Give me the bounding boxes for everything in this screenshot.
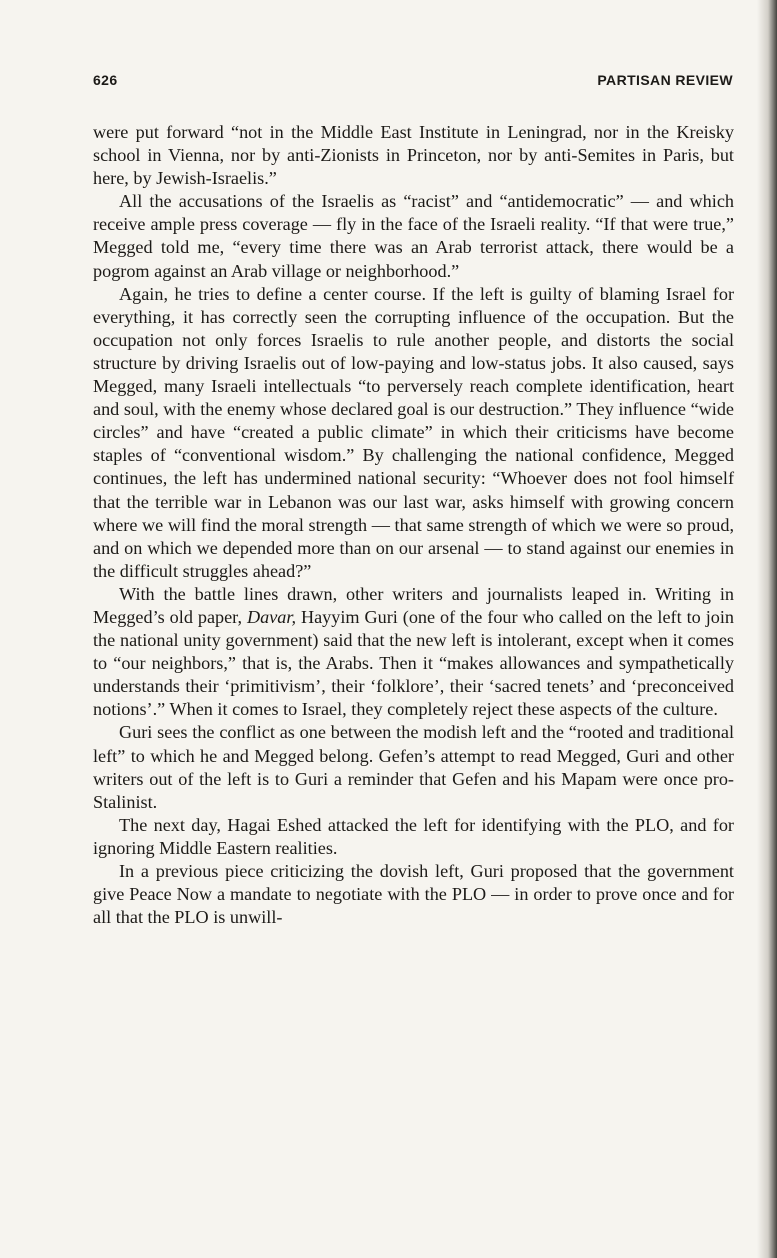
- paragraph-4-text-start: With the battle lines drawn, other writers and journalists leaped in. Writing in Megged’s old paper,: [93, 583, 734, 627]
- paragraph-7: [93, 860, 734, 929]
- paragraph-6-text: The next day, Hagai Eshed attacked the left for identifying with the PLO, and for ignoring Middle Eastern realities.: [93, 814, 734, 858]
- running-head: PARTISAN REVIEW: [597, 72, 733, 88]
- page-edge-shadow: [757, 0, 777, 1258]
- paragraph-7-text: In a previous piece criticizing the dovish left, Guri proposed that the government give Peace Now a mandate to negotiate with the PLO — in order to prove once and for all that the PLO is unwill-: [93, 861, 734, 928]
- article-body: [93, 121, 734, 929]
- paragraph-2-text: All the accusations of the Israelis as “racist” and “antidemocratic” — and which receive ample press coverage — fly in the face of the Israeli reality. “If that were true,” Megged told me, “every time there was an Arab terrorist attack, there would be a pogrom against an Arab village or neighborhood.”: [93, 191, 734, 281]
- paragraph-5-text: Guri sees the conflict as one between the modish left and the “rooted and traditional left” to which he and Megged belong. Gefen’s attempt to read Megged, Guri and other writers out of the left is to Guri a reminder that Gefen and his Mapam were once pro-Stalinist.: [93, 722, 734, 812]
- paragraph-5: [93, 721, 734, 813]
- paragraph-1: [93, 121, 734, 190]
- paragraph-4: [93, 583, 734, 722]
- paragraph-3: [93, 283, 734, 583]
- paragraph-3-text: Again, he tries to define a center course. If the left is guilty of blaming Israel for everything, it has correctly seen the corrupting influence of the occupation. But the occupation not only forces Israelis to rule another people, and distorts the social structure by driving Israelis out of low-paying and low-status jobs. It also caused, says Megged, many Israeli intellectuals “to perversely reach complete identification, heart and soul, with the enemy whose declared goal is our destruction.” They influence “wide circles” and have “created a public climate” in which their criticisms have become staples of “conventional wisdom.” By challenging the national confidence, Megged continues, the left has undermined national security: “Whoever does not fool himself that the terrible war in Lebanon was our last war, asks himself with growing concern where we will find the moral strength — that same strength of which we were so proud, and on which we depended more than on our arsenal — to stand against our enemies in the difficult struggles ahead?”: [93, 283, 734, 581]
- page-number: 626: [93, 72, 118, 88]
- paragraph-1-text: were put forward “not in the Middle East Institute in Leningrad, nor in the Kreisky school in Vienna, nor by anti-Zionists in Princeton, nor by anti-Semites in Paris, but here, by Jewish-Israelis.”: [93, 122, 734, 189]
- paragraph-6: [93, 814, 734, 860]
- paragraph-4-text-end: Hayyim Guri (one of the four who called on the left to join the national unity government) said that the new left is intolerant, except when it comes to “our neighbors,” that is, the Arabs. Then it “makes allowances and sympathetically understands their ‘primitivism’, their ‘folklore’, their ‘sacred tenets’ and ‘preconceived notions’.” When it comes to Israel, they completely reject these aspects of the culture.: [93, 606, 734, 720]
- newspaper-title-davar: Davar,: [247, 606, 297, 627]
- paragraph-2: [93, 190, 734, 282]
- page-header: [93, 72, 733, 92]
